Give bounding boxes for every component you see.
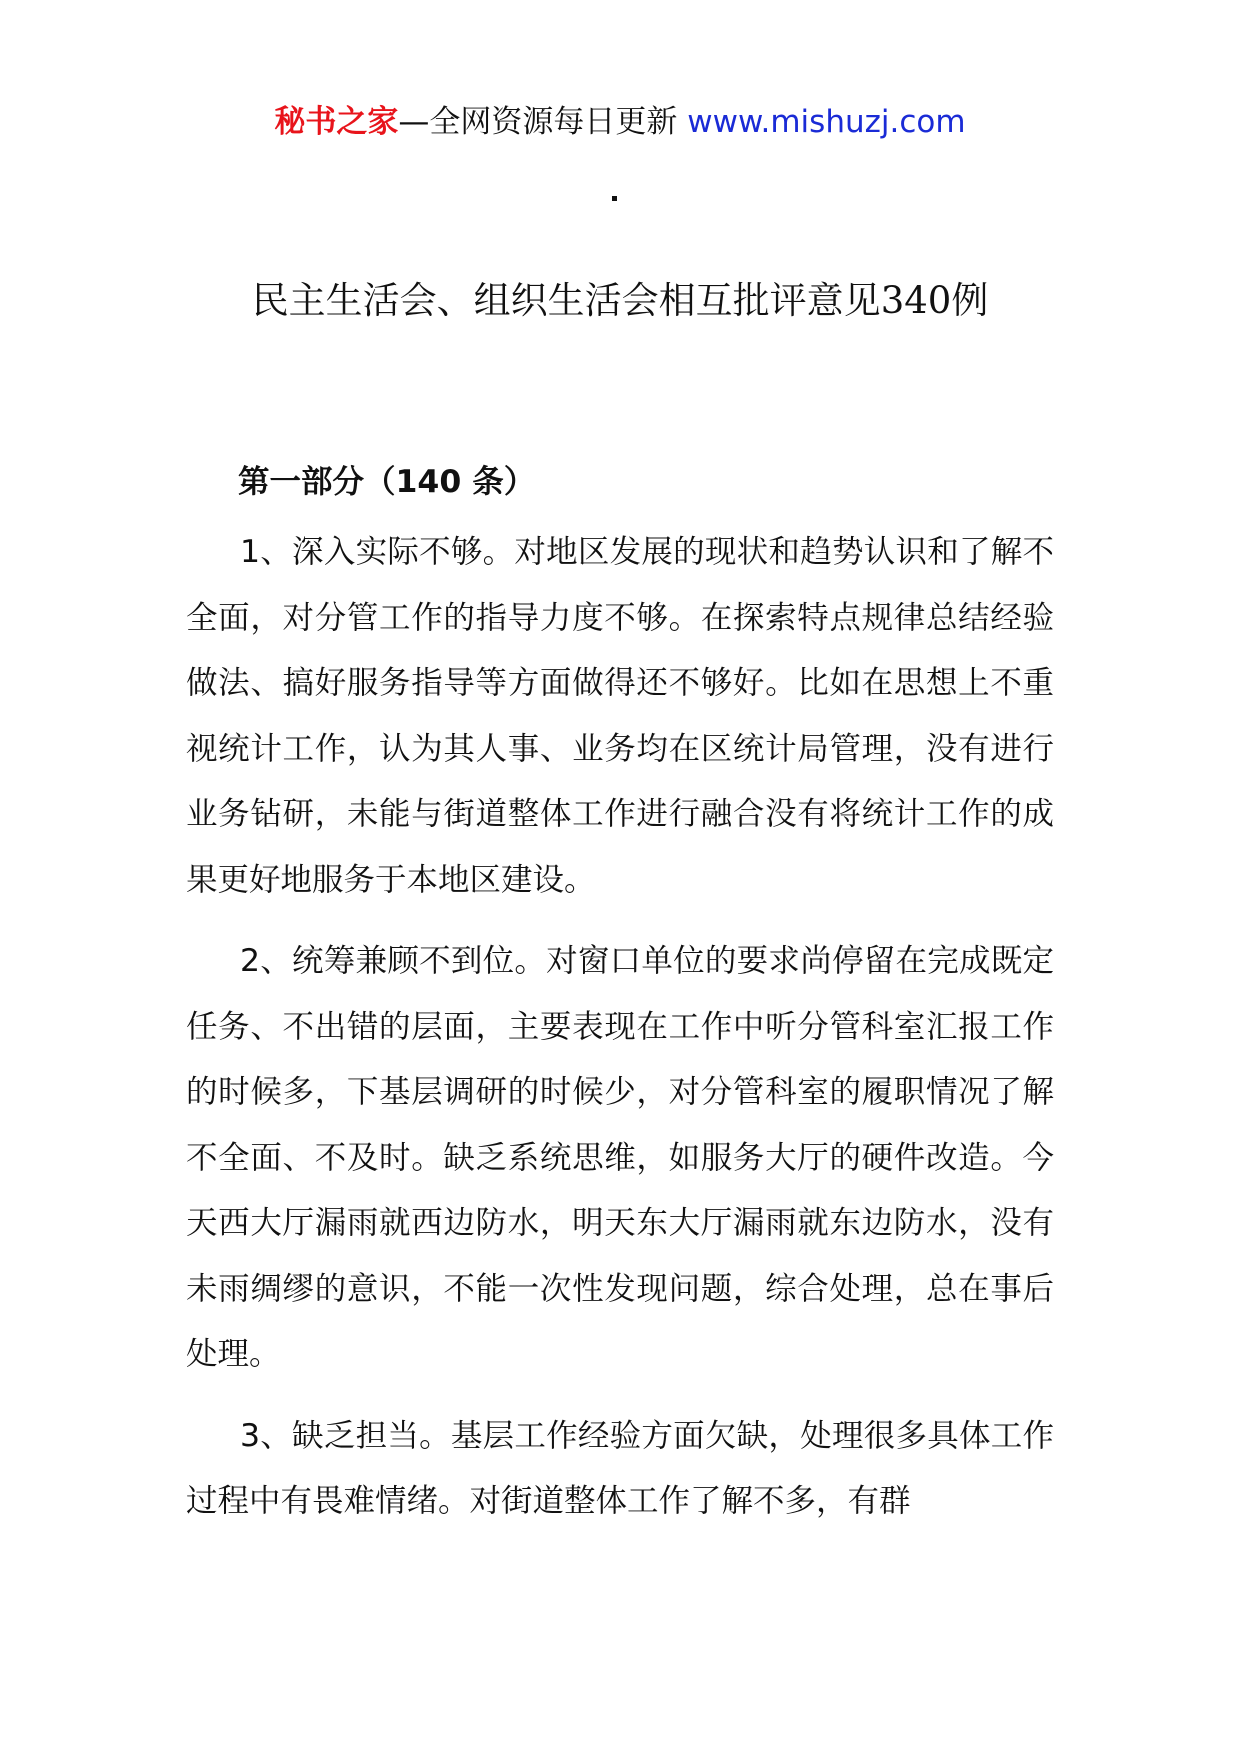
- site-header: [0, 100, 1240, 144]
- title-number: 340: [880, 279, 952, 322]
- paragraph-3: 3、缺乏担当。基层工作经验方面欠缺，处理很多具体工作过程中有畏难情绪。对街道整体工作了解不多，有群: [186, 1417, 1054, 1519]
- title-text: 民主生活会、组织生活会相互批评意见: [251, 279, 881, 322]
- paragraph-2: 2、统筹兼顾不到位。对窗口单位的要求尚停留在完成既定任务、不出错的层面，主要表现在工作中听分管科室汇报工作的时候多，下基层调研的时候少，对分管科室的履职情况了解不全面、不及时。缺乏系统思维，如服务大厅的硬件改造。今天西大厅漏雨就西边防水，明天东大厅漏雨就东边防水，没有未雨绸缪的意识，不能一次性发现问题，综合处理，总在事后处理。: [186, 943, 1054, 1372]
- brand-name: 秘书之家: [274, 104, 399, 140]
- document-body: [186, 450, 1054, 1551]
- site-url-link[interactable]: www.mishuzj.com: [687, 104, 966, 140]
- section-heading: 第一部分（140 条）: [238, 464, 536, 500]
- title-suffix: 例: [951, 279, 989, 322]
- paragraph-1: 1、深入实际不够。对地区发展的现状和趋势认识和了解不全面，对分管工作的指导力度不够。在探索特点规律总结经验做法、搞好服务指导等方面做得还不够好。比如在思想上不重视统计工作，认为其人事、业务均在区统计局管理，没有进行业务钻研，未能与街道整体工作进行融合没有将统计工作的成果更好地服务于本地区建设。: [186, 534, 1054, 898]
- decorative-dot: [612, 196, 617, 201]
- document-title: [0, 276, 1240, 326]
- header-slogan: —全网资源每日更新: [398, 104, 688, 140]
